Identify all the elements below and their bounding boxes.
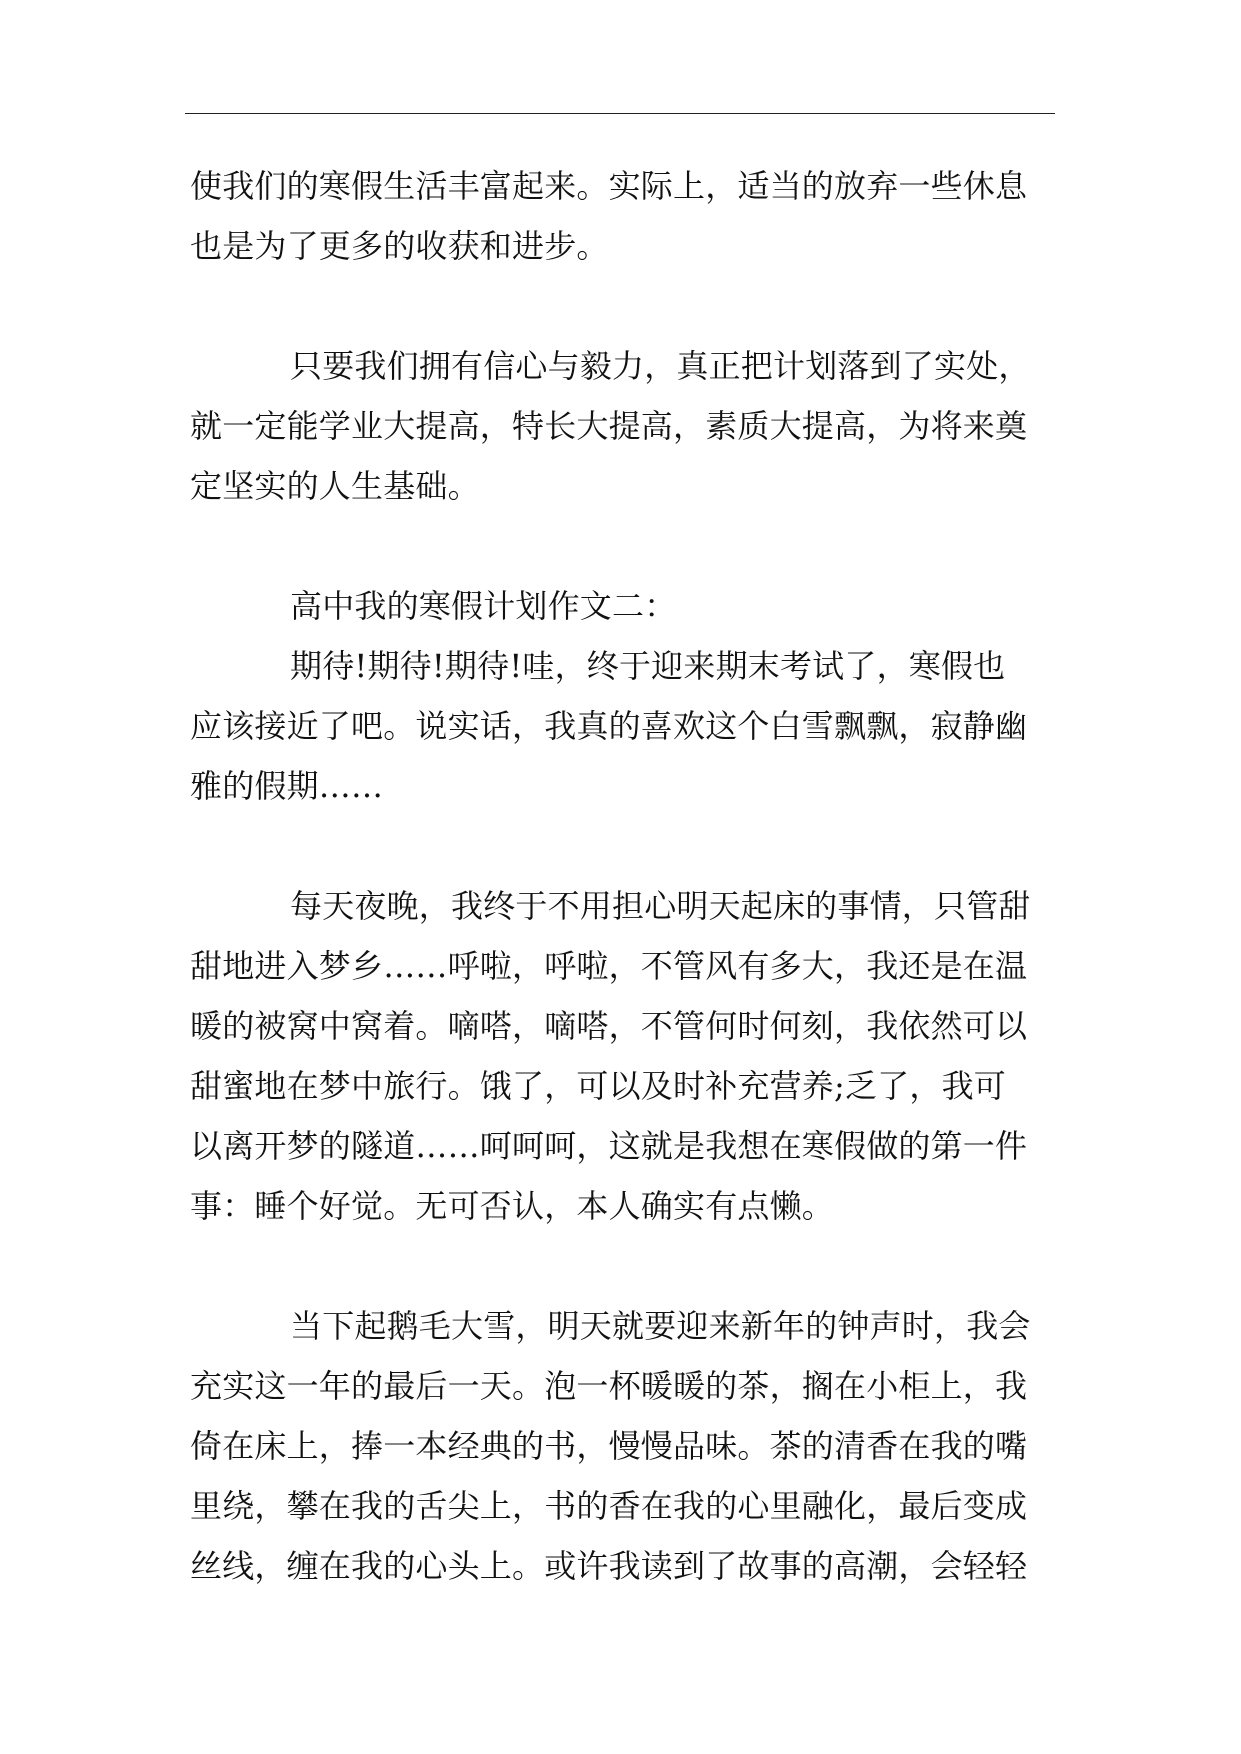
text-line: 甜地进入梦乡……呼啦，呼啦，不管风有多大，我还是在温	[190, 947, 1028, 985]
paragraph-gap	[190, 516, 1055, 576]
text-line: 以离开梦的隧道……呵呵呵，这就是我想在寒假做的第一件	[190, 1127, 1028, 1165]
text-line: 就一定能学业大提高，特长大提高，素质大提高，为将来奠	[190, 407, 1028, 445]
text-line: 充实这一年的最后一天。泡一杯暖暖的茶，搁在小柜上，我	[190, 1367, 1028, 1405]
body-text	[190, 156, 1055, 1596]
text-line: 事：睡个好觉。无可否认，本人确实有点懒。	[190, 1187, 835, 1225]
text-line: 期待!期待!期待!哇，终于迎来期末考试了，寒假也	[290, 647, 1006, 685]
text-line: 高中我的寒假计划作文二：	[290, 587, 677, 625]
paragraph-gap	[190, 1236, 1055, 1296]
text-line: 甜蜜地在梦中旅行。饿了，可以及时补充营养;乏了，我可	[190, 1067, 1006, 1105]
text-line: 丝线，缠在我的心头上。或许我读到了故事的高潮，会轻轻	[190, 1547, 1028, 1585]
text-line: 使我们的寒假生活丰富起来。实际上，适当的放弃一些休息	[190, 167, 1028, 205]
paragraph-gap	[190, 276, 1055, 336]
text-line: 暖的被窝中窝着。嘀嗒，嘀嗒，不管何时何刻，我依然可以	[190, 1007, 1028, 1045]
text-line: 倚在床上，捧一本经典的书，慢慢品味。茶的清香在我的嘴	[190, 1427, 1028, 1465]
text-line: 里绕，攀在我的舌尖上，书的香在我的心里融化，最后变成	[190, 1487, 1028, 1525]
text-line: 应该接近了吧。说实话，我真的喜欢这个白雪飘飘，寂静幽	[190, 707, 1028, 745]
text-line: 每天夜晚，我终于不用担心明天起床的事情，只管甜	[290, 887, 1031, 925]
text-line: 定坚实的人生基础。	[190, 467, 480, 505]
text-line: 只要我们拥有信心与毅力，真正把计划落到了实处，	[290, 347, 1031, 385]
paragraph	[190, 876, 1055, 1236]
text-line: 也是为了更多的收获和进步。	[190, 227, 609, 265]
text-line: 雅的假期……	[190, 767, 384, 805]
paragraph	[190, 1296, 1055, 1596]
paragraph	[190, 336, 1055, 516]
paragraph	[190, 636, 1055, 816]
section-heading	[190, 576, 1055, 636]
text-line: 当下起鹅毛大雪，明天就要迎来新年的钟声时，我会	[290, 1307, 1031, 1345]
paragraph-gap	[190, 816, 1055, 876]
header-rule	[185, 113, 1055, 114]
paragraph	[190, 156, 1055, 276]
